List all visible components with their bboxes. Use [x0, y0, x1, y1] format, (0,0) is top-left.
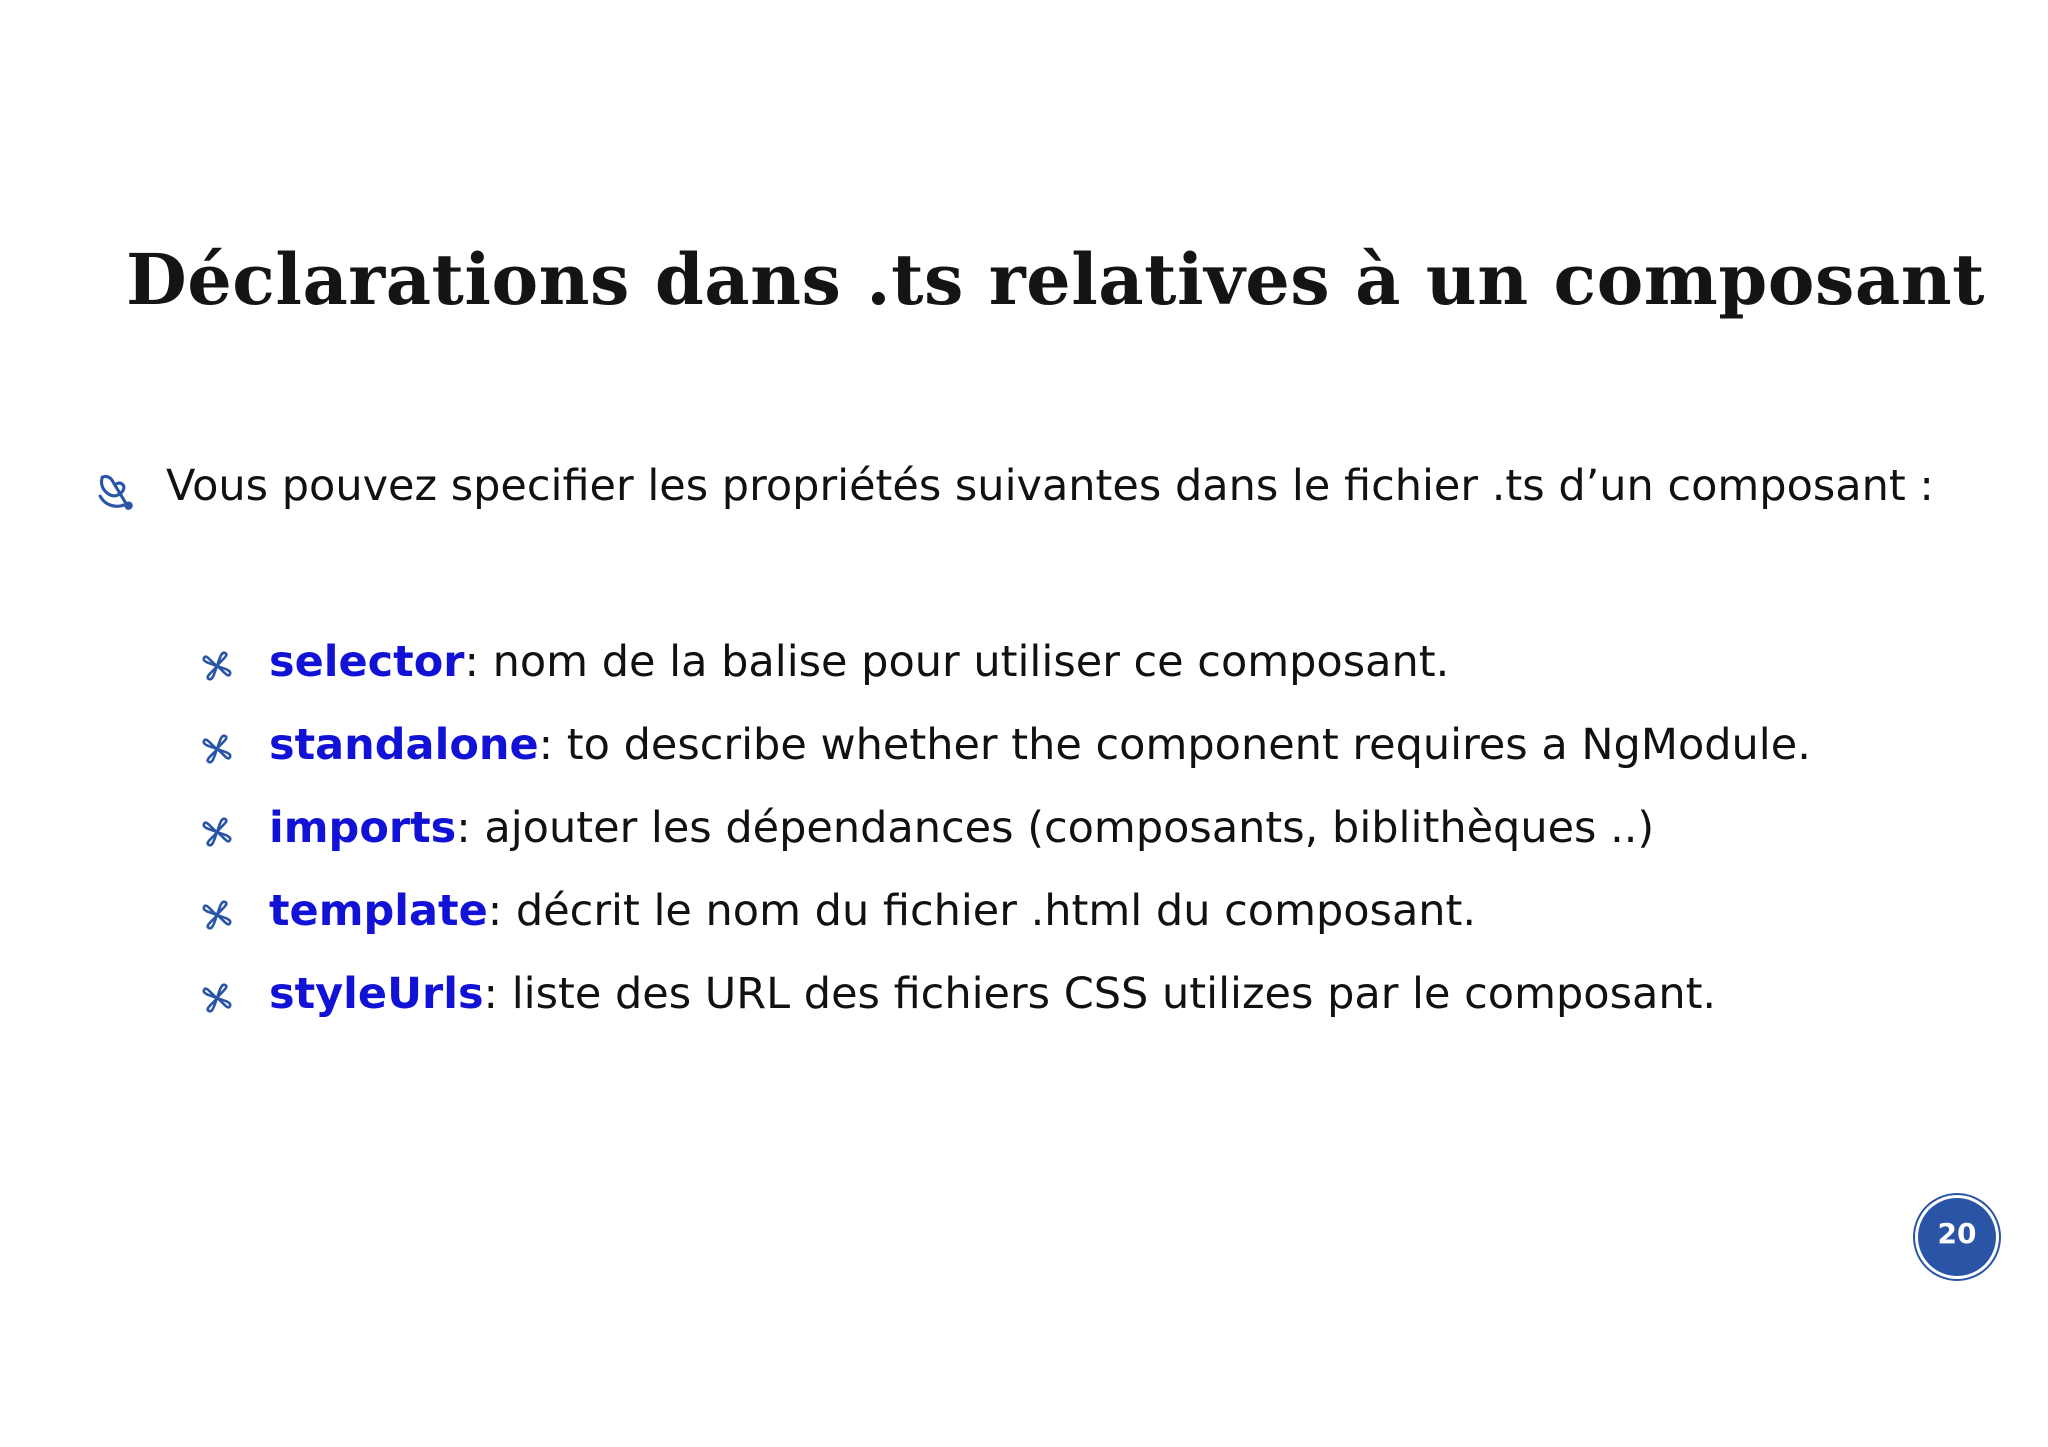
property-key: selector [269, 636, 465, 687]
property-description: : ajouter les dépendances (composants, biblithèques ..) [456, 802, 1655, 853]
slide-title: Déclarations dans .ts relatives à un composant [126, 238, 1985, 321]
intro-text: Vous pouvez specifier les propriétés suivantes dans le fichier .ts d’un composant : [166, 461, 1934, 511]
page-number: 20 [1937, 1216, 1977, 1250]
list-item [200, 703, 1811, 786]
clover-bullet-icon [200, 898, 234, 932]
property-key: imports [269, 802, 457, 853]
list-item [200, 786, 1811, 869]
scroll-bullet-icon [96, 471, 138, 513]
property-description: : liste des URL des fichiers CSS utilizes par le composant. [483, 968, 1717, 1019]
property-key: standalone [269, 719, 539, 770]
clover-bullet-icon [200, 981, 234, 1015]
property-description: : to describe whether the component requires a NgModule. [538, 719, 1811, 770]
property-description: : décrit le nom du fichier .html du composant. [487, 885, 1477, 936]
page-number-badge [1918, 1198, 1996, 1276]
clover-bullet-icon [200, 649, 234, 683]
list-item [200, 869, 1811, 952]
property-description: : nom de la balise pour utiliser ce composant. [464, 636, 1450, 687]
list-item [200, 620, 1811, 703]
properties-list [200, 620, 1811, 1035]
intro-bullet-item [96, 458, 1934, 514]
clover-bullet-icon [200, 815, 234, 849]
clover-bullet-icon [200, 732, 234, 766]
property-key: template [269, 885, 488, 936]
property-key: styleUrls [269, 968, 484, 1019]
list-item [200, 952, 1811, 1035]
